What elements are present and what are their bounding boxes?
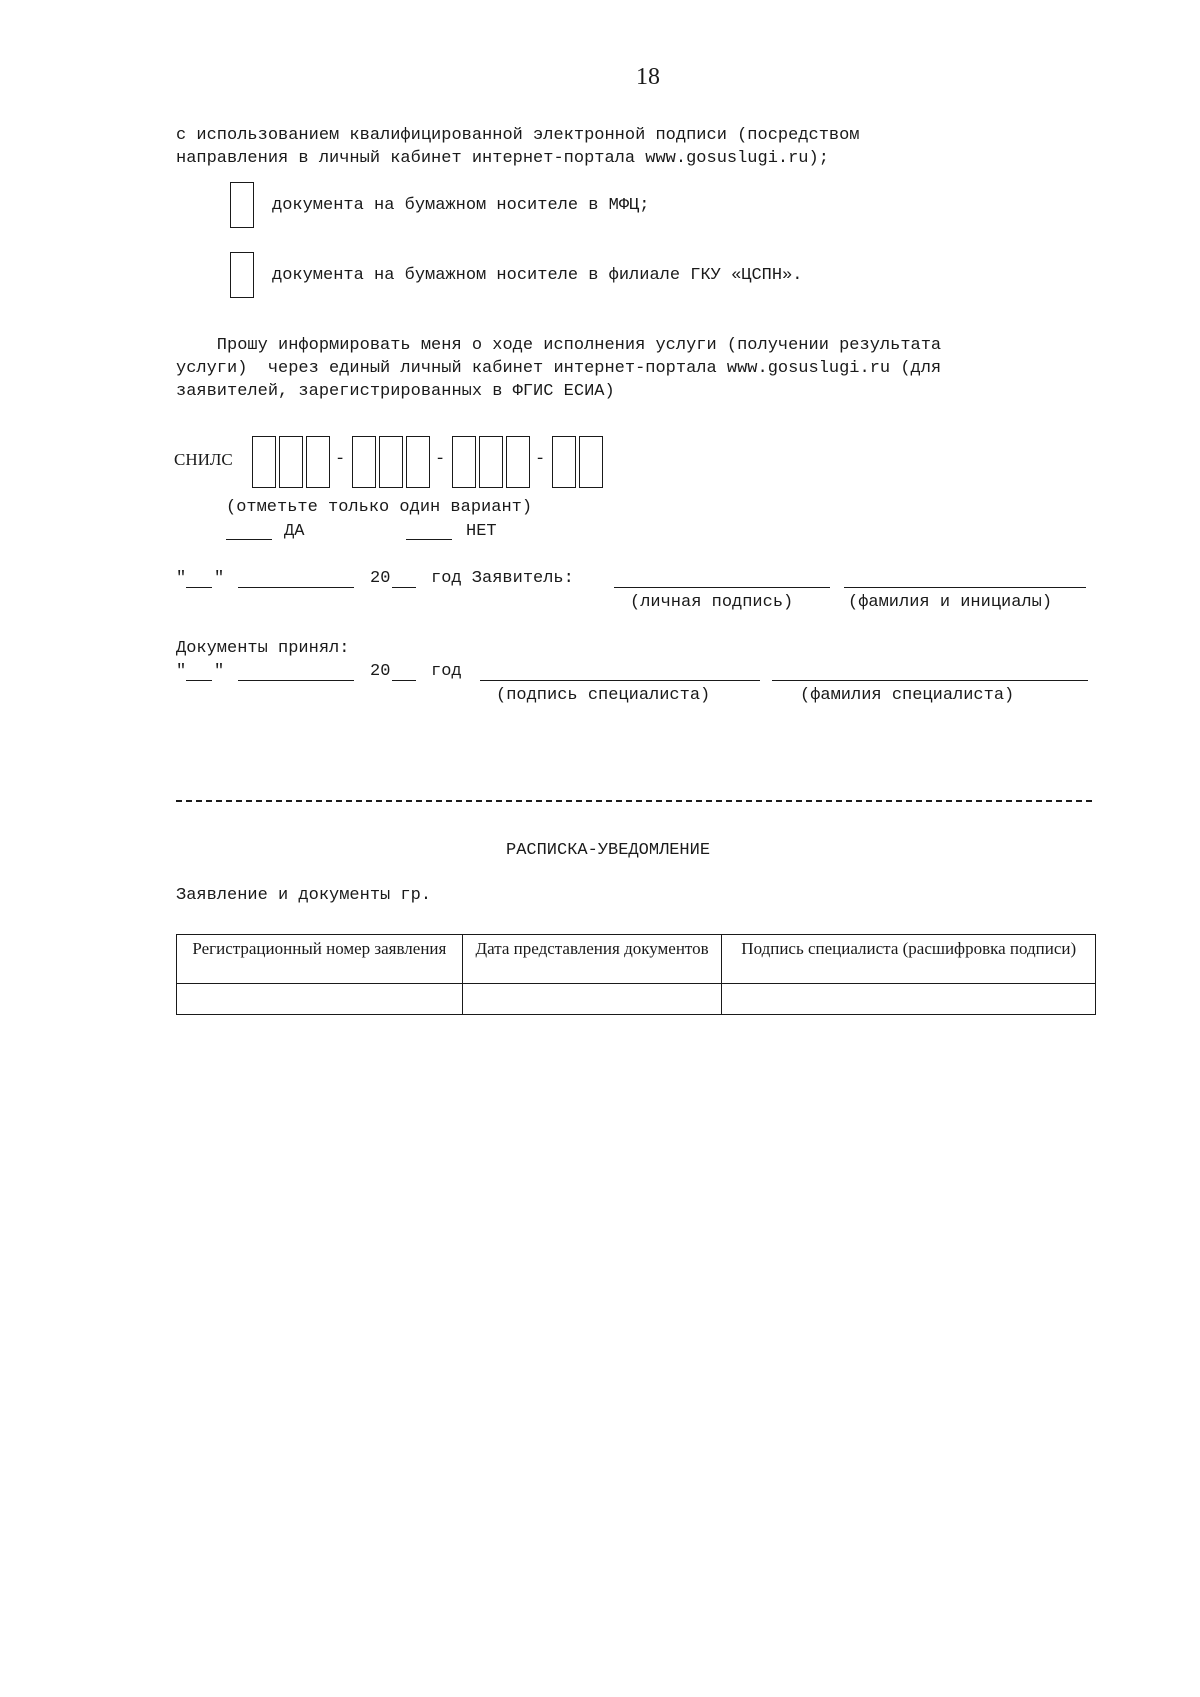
header-submission-date: Дата представления документов bbox=[462, 935, 722, 984]
snils-digit-box[interactable] bbox=[552, 436, 576, 488]
applicant-signature-caption: (личная подпись) bbox=[630, 593, 794, 612]
snils-digit-box[interactable] bbox=[379, 436, 403, 488]
snils-separator: - bbox=[335, 450, 346, 469]
applicant-quote-close: " bbox=[214, 569, 225, 588]
accepted-name-caption: (фамилия специалиста) bbox=[800, 686, 1015, 705]
receipt-intro: Заявление и документы гр. bbox=[176, 886, 432, 905]
table-header-row bbox=[177, 935, 1096, 984]
snils-digit-box[interactable] bbox=[406, 436, 430, 488]
accepted-quote-close: " bbox=[214, 662, 225, 681]
inform-request-line-2: услуги) через единый личный кабинет интернет-портала www.gosuslugi.ru (для bbox=[176, 359, 942, 378]
snils-digit-box[interactable] bbox=[479, 436, 503, 488]
receipt-table bbox=[176, 934, 1096, 1015]
applicant-year-prefix: 20 bbox=[370, 569, 391, 588]
snils-digit-box[interactable] bbox=[306, 436, 330, 488]
inform-request-line-3: заявителей, зарегистрированных в ФГИС ЕСИА) bbox=[176, 382, 615, 401]
choice-hint: (отметьте только один вариант) bbox=[226, 498, 533, 517]
applicant-year-blank[interactable] bbox=[392, 587, 416, 588]
yes-label: ДА bbox=[284, 522, 305, 541]
table-cell-submission-date[interactable] bbox=[462, 984, 722, 1015]
accepted-month-blank[interactable] bbox=[238, 680, 354, 681]
accepted-title: Документы принял: bbox=[176, 639, 350, 658]
snils-digit-box[interactable] bbox=[352, 436, 376, 488]
electronic-option-line-1: с использованием квалифицированной электронной подписи (посредством bbox=[176, 126, 860, 145]
cut-line bbox=[176, 800, 1092, 802]
snils-digit-box[interactable] bbox=[279, 436, 303, 488]
applicant-name-blank[interactable] bbox=[844, 587, 1086, 588]
snils-label: СНИЛС bbox=[174, 450, 233, 469]
applicant-month-blank[interactable] bbox=[238, 587, 354, 588]
table-cell-registration-number[interactable] bbox=[177, 984, 463, 1015]
snils-separator: - bbox=[435, 450, 446, 469]
inform-request-line-1: Прошу информировать меня о ходе исполнения услуги (получении результата bbox=[176, 336, 942, 355]
applicant-year-suffix: год Заявитель: bbox=[431, 569, 574, 588]
accepted-quote-open: " bbox=[176, 662, 187, 681]
snils-digit-box[interactable] bbox=[506, 436, 530, 488]
accepted-name-blank[interactable] bbox=[772, 680, 1088, 681]
branch-checkbox[interactable] bbox=[230, 252, 254, 298]
accepted-year-suffix: год bbox=[431, 662, 462, 681]
header-registration-number: Регистрационный номер заявления bbox=[177, 935, 463, 984]
snils-digit-box[interactable] bbox=[452, 436, 476, 488]
table-row bbox=[177, 984, 1096, 1015]
electronic-option-line-2: направления в личный кабинет интернет-портала www.gosuslugi.ru); bbox=[176, 149, 829, 168]
table-cell-specialist-signature[interactable] bbox=[722, 984, 1096, 1015]
no-label: НЕТ bbox=[466, 522, 497, 541]
mfc-checkbox[interactable] bbox=[230, 182, 254, 228]
accepted-signature-blank[interactable] bbox=[480, 680, 760, 681]
no-blank[interactable] bbox=[406, 539, 452, 540]
snils-separator: - bbox=[535, 450, 546, 469]
receipt-title: РАСПИСКА-УВЕДОМЛЕНИЕ bbox=[506, 841, 711, 860]
snils-digit-box[interactable] bbox=[579, 436, 603, 488]
snils-digit-box[interactable] bbox=[252, 436, 276, 488]
header-specialist-signature: Подпись специалиста (расшифровка подписи) bbox=[722, 935, 1096, 984]
accepted-year-blank[interactable] bbox=[392, 680, 416, 681]
applicant-name-caption: (фамилия и инициалы) bbox=[848, 593, 1053, 612]
accepted-signature-caption: (подпись специалиста) bbox=[496, 686, 711, 705]
branch-option-label: документа на бумажном носителе в филиале ГКУ «ЦСПН». bbox=[272, 266, 803, 285]
applicant-signature-blank[interactable] bbox=[614, 587, 830, 588]
accepted-day-blank[interactable] bbox=[186, 680, 212, 681]
applicant-day-blank[interactable] bbox=[186, 587, 212, 588]
mfc-option-label: документа на бумажном носителе в МФЦ; bbox=[272, 196, 650, 215]
yes-blank[interactable] bbox=[226, 539, 272, 540]
applicant-quote-open: " bbox=[176, 569, 187, 588]
page-number: 18 bbox=[636, 64, 660, 90]
accepted-year-prefix: 20 bbox=[370, 662, 391, 681]
